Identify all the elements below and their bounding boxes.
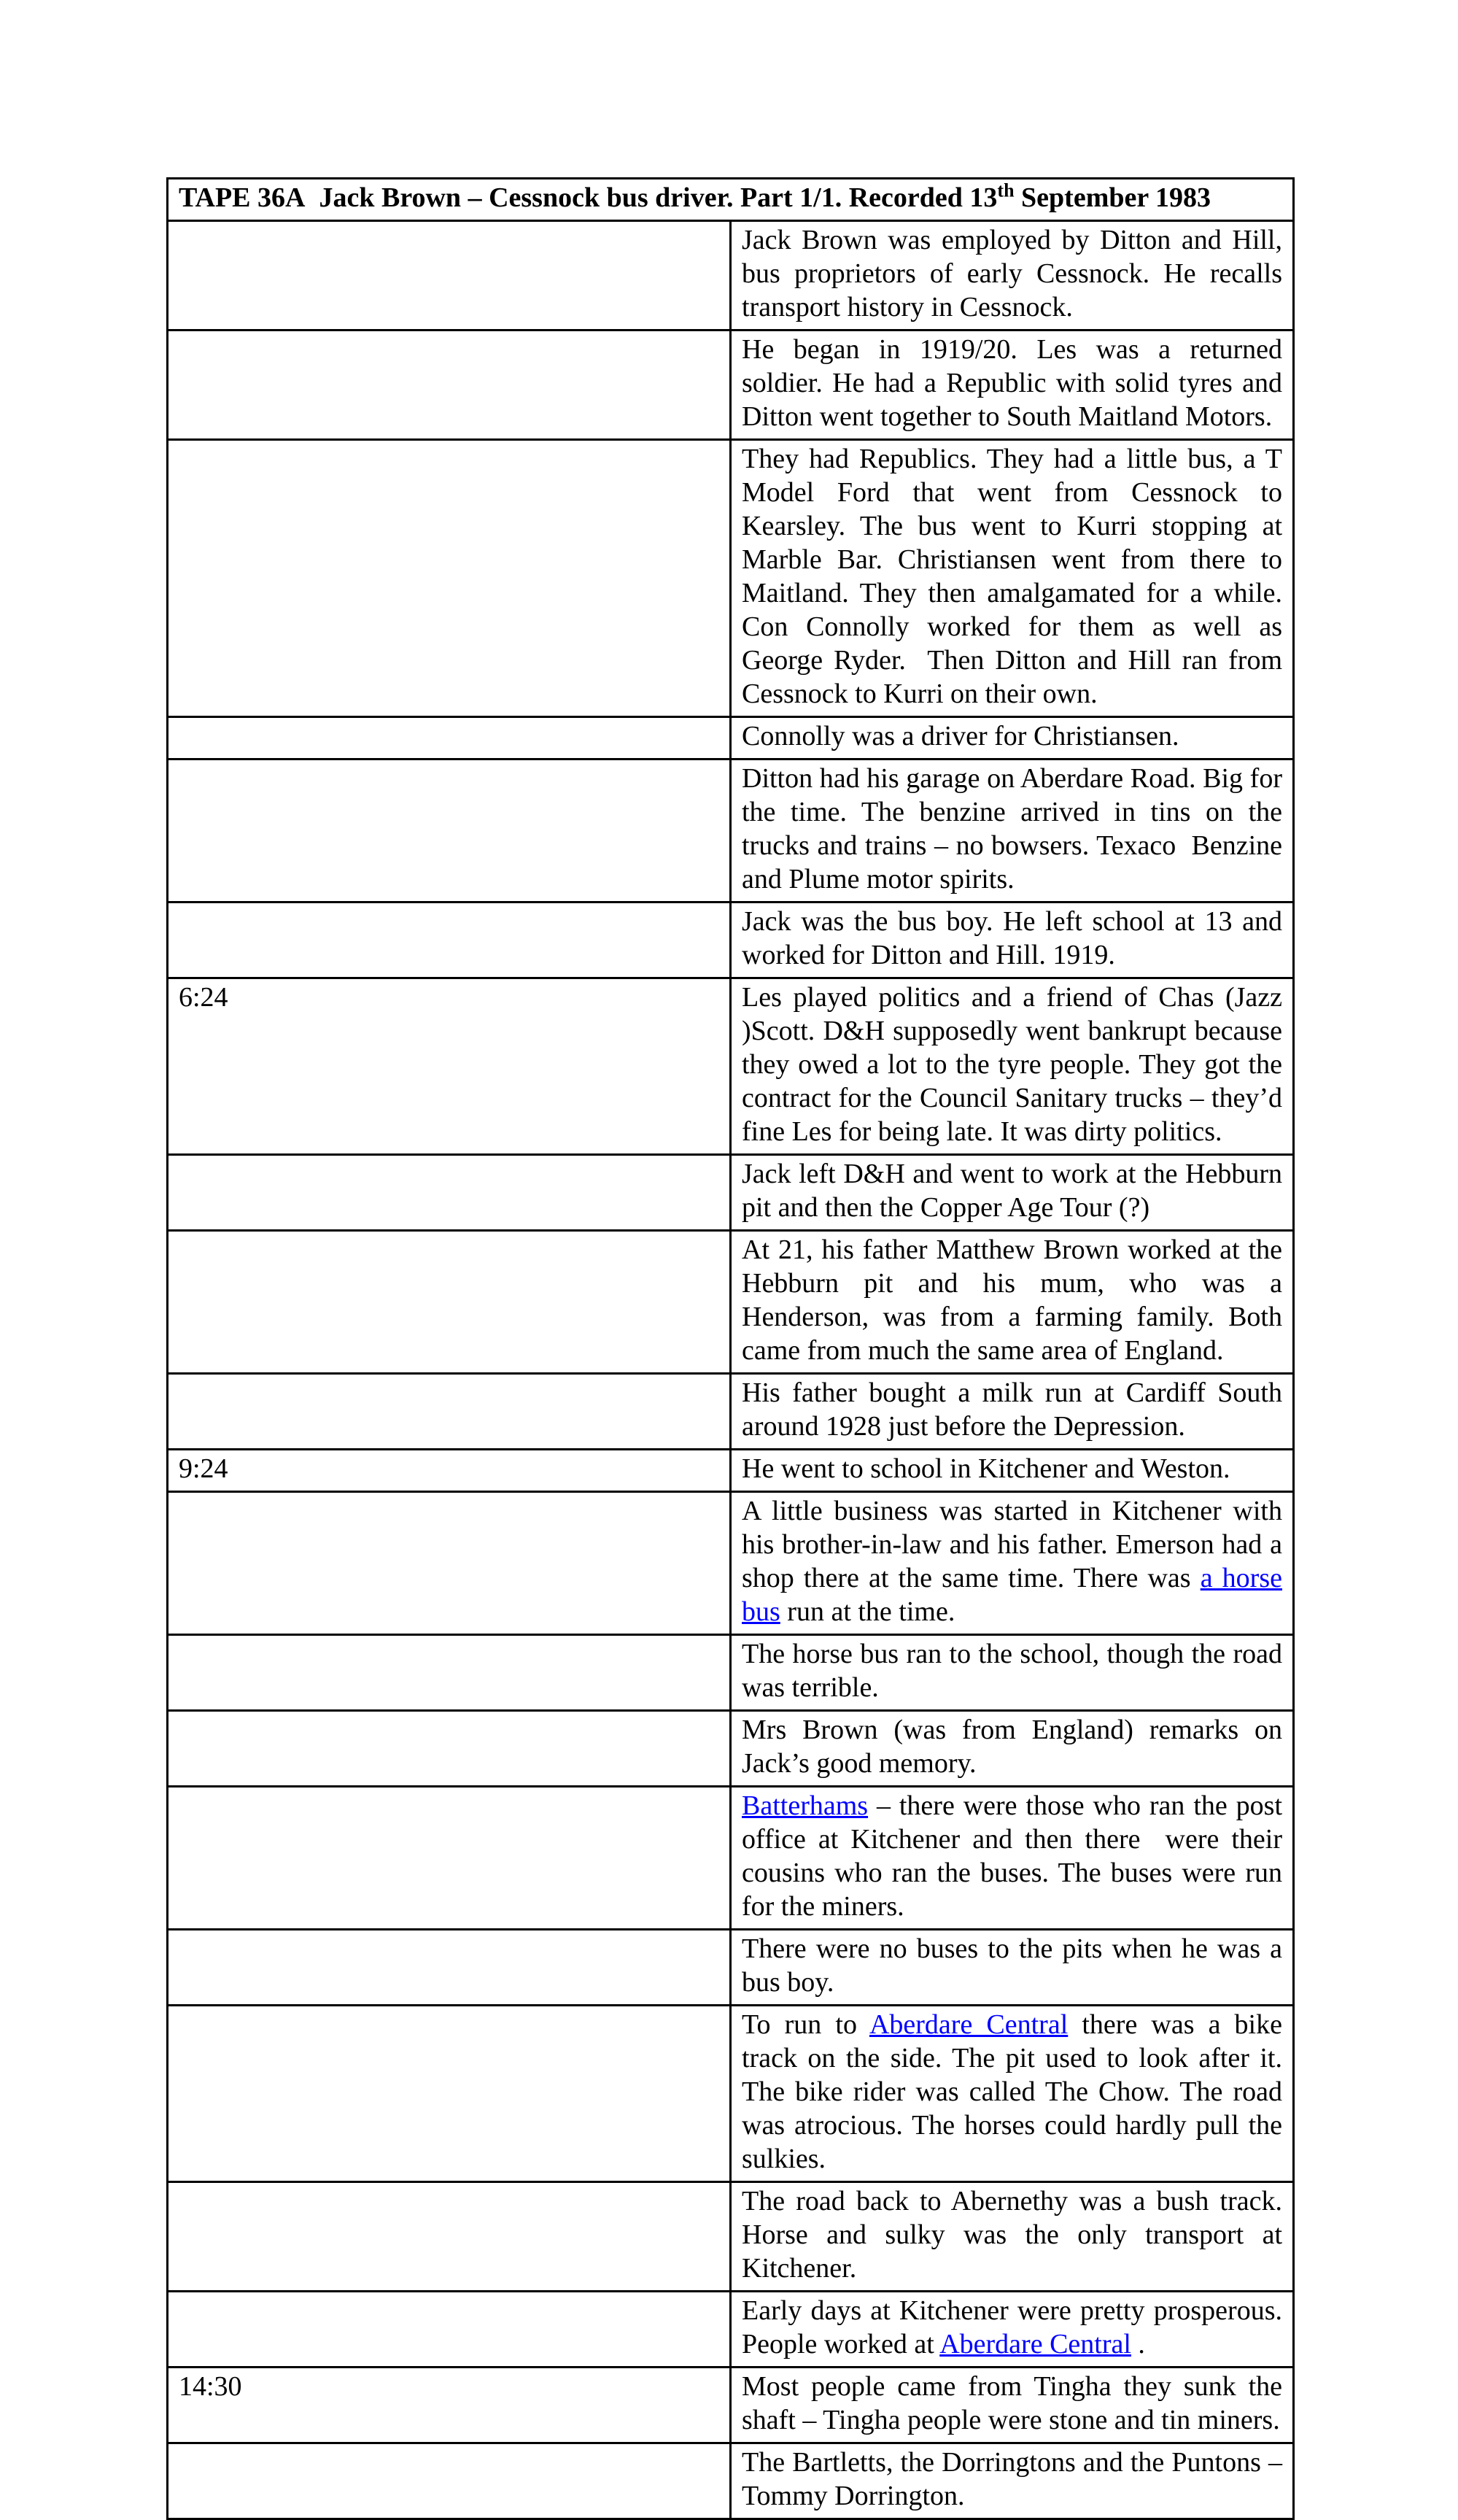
entry-text-segment: His father bought a milk run at Cardiff South around 1928 just before the Depression.: [742, 1377, 1282, 1442]
summary-cell: [731, 978, 1294, 1155]
entry-text-segment: Jack was the bus boy. He left school at 13 and worked for Ditton and Hill. 1919.: [742, 906, 1282, 970]
table-row: [168, 2182, 1294, 2292]
summary-text: [742, 1452, 1282, 1485]
summary-cell: [731, 1231, 1294, 1374]
table-row: [168, 1930, 1294, 2006]
timestamp-cell: [168, 1492, 731, 1635]
timestamp-cell: [168, 1155, 731, 1231]
summary-text: [742, 1376, 1282, 1443]
entry-text-segment: At 21, his father Matthew Brown worked at the Hebburn pit and his mum, who was a Henderson, was from a farming family. Both came from much the same area of England.: [742, 1234, 1282, 1366]
summary-text: [742, 981, 1282, 1148]
entry-text-segment: The road back to Abernethy was a bush track. Horse and sulky was the only transport at Kitchener.: [742, 2186, 1282, 2284]
summary-cell: [731, 331, 1294, 440]
summary-text: [742, 1932, 1282, 1999]
table-row: [168, 1450, 1294, 1492]
summary-cell: [731, 440, 1294, 717]
entry-text-segment: Les played politics and a friend of Chas (Jazz )Scott. D&H supposedly went bankrupt because they owed a lot to the tyre people. They got the contract for the Council Sanitary trucks – they’d fine Les for being late. It was dirty politics.: [742, 982, 1282, 1147]
summary-text: [742, 719, 1282, 753]
transcript-table: [166, 177, 1295, 2520]
table-row: [168, 2006, 1294, 2182]
timestamp-cell: [168, 1635, 731, 1711]
summary-text: [742, 1233, 1282, 1367]
summary-text: [742, 905, 1282, 972]
entry-text-segment: There were no buses to the pits when he was a bus boy.: [742, 1933, 1282, 1998]
summary-cell: [731, 2443, 1294, 2519]
summary-text: [742, 1494, 1282, 1628]
table-row: [168, 1711, 1294, 1787]
entry-text-segment: The Bartletts, the Dorringtons and the Puntons – Tommy Dorrington.: [742, 2447, 1282, 2511]
timestamp-cell: [168, 1374, 731, 1450]
table-row: [168, 978, 1294, 1155]
summary-cell: [731, 1711, 1294, 1787]
summary-text: [742, 223, 1282, 324]
entry-link[interactable]: Batterhams: [742, 1790, 869, 1821]
table-row: [168, 717, 1294, 760]
entry-text-segment: .: [1131, 2329, 1145, 2359]
entry-text-segment: run at the time.: [780, 1596, 955, 1627]
timestamp-cell: [168, 760, 731, 903]
table-title-ordinal-suffix: th: [997, 179, 1015, 201]
timestamp-cell: [168, 978, 731, 1155]
entry-text-segment: Early days at Kitchener were pretty prosperous. People worked at: [742, 2295, 1282, 2359]
entry-text-segment: Most people came from Tingha they sunk the shaft – Tingha people were stone and tin miners.: [742, 2371, 1282, 2435]
timestamp-cell: [168, 1450, 731, 1492]
table-row: [168, 1231, 1294, 1374]
timestamp-cell: [168, 2368, 731, 2443]
entry-text-segment: To run to: [742, 2009, 869, 2040]
timestamp-cell: [168, 2443, 731, 2519]
timestamp-text: 14:30: [179, 2371, 242, 2402]
summary-cell: [731, 1492, 1294, 1635]
table-title-cell: [168, 179, 1294, 221]
summary-cell: [731, 2006, 1294, 2182]
summary-cell: [731, 1155, 1294, 1231]
summary-cell: [731, 1450, 1294, 1492]
header-row: [168, 179, 1294, 221]
summary-text: [742, 1713, 1282, 1780]
timestamp-cell: [168, 2006, 731, 2182]
table-row: [168, 331, 1294, 440]
summary-cell: [731, 1635, 1294, 1711]
entry-link[interactable]: a horse bus: [742, 1563, 1282, 1627]
table-row: [168, 1635, 1294, 1711]
summary-text: [742, 1637, 1282, 1704]
entry-text-segment: He began in 1919/20. Les was a returned soldier. He had a Republic with solid tyres and Ditton went together to South Maitland Motors.: [742, 334, 1282, 432]
summary-cell: [731, 1374, 1294, 1450]
entry-text-segment: there was a bike track on the side. The pit used to look after it. The bike rider was called The Chow. The road was atrocious. The horses could hardly pull the sulkies.: [742, 2009, 1282, 2174]
timestamp-cell: [168, 1711, 731, 1787]
timestamp-text: 6:24: [179, 982, 228, 1013]
summary-cell: [731, 2292, 1294, 2368]
timestamp-text: 9:24: [179, 1453, 228, 1484]
timestamp-cell: [168, 221, 731, 331]
timestamp-cell: [168, 2182, 731, 2292]
table-title-date: September 1983: [1014, 182, 1211, 213]
summary-cell: [731, 903, 1294, 978]
table-row: [168, 440, 1294, 717]
summary-text: [742, 1157, 1282, 1224]
table-row: [168, 903, 1294, 978]
timestamp-cell: [168, 1930, 731, 2006]
table-row: [168, 221, 1294, 331]
summary-cell: [731, 760, 1294, 903]
summary-cell: [731, 1787, 1294, 1930]
entry-link[interactable]: Aberdare Central: [939, 2329, 1131, 2359]
summary-text: [742, 333, 1282, 433]
summary-text: [742, 2008, 1282, 2176]
entry-text-segment: Connolly was a driver for Christiansen.: [742, 721, 1179, 751]
timestamp-cell: [168, 1787, 731, 1930]
summary-text: [742, 1789, 1282, 1923]
summary-text: [742, 442, 1282, 711]
timestamp-cell: [168, 440, 731, 717]
timestamp-cell: [168, 903, 731, 978]
summary-text: [742, 2370, 1282, 2437]
entry-text-segment: Ditton had his garage on Aberdare Road. Big for the time. The benzine arrived in tins on the trucks and trains – no bowsers. Texaco Benzine and Plume motor spirits.: [742, 763, 1282, 894]
entry-text-segment: The horse bus ran to the school, though the road was terrible.: [742, 1639, 1282, 1703]
table-row: [168, 2443, 1294, 2519]
table-row: [168, 1492, 1294, 1635]
entry-text-segment: Jack left D&H and went to work at the Hebburn pit and then the Copper Age Tour (?): [742, 1159, 1282, 1223]
summary-cell: [731, 1930, 1294, 2006]
entry-text-segment: He went to school in Kitchener and Weston.: [742, 1453, 1230, 1484]
timestamp-cell: [168, 1231, 731, 1374]
table-row: [168, 760, 1294, 903]
entry-text-segment: – there were those who ran the post office at Kitchener and then there were their cousins who ran the buses. The buses were run for the miners.: [742, 1790, 1282, 1922]
entry-text-segment: A little business was started in Kitchener with his brother-in-law and his father. Emerson had a shop there at the same time. There was: [742, 1496, 1282, 1593]
table-row: [168, 1787, 1294, 1930]
timestamp-cell: [168, 2292, 731, 2368]
summary-text: [742, 2446, 1282, 2513]
table-title-text: TAPE 36A Jack Brown – Cessnock bus driver. Part 1/1. Recorded 13: [179, 182, 998, 213]
summary-text: [742, 762, 1282, 896]
table-row: [168, 2292, 1294, 2368]
timestamp-cell: [168, 331, 731, 440]
summary-cell: [731, 221, 1294, 331]
summary-cell: [731, 2368, 1294, 2443]
summary-text: [742, 2294, 1282, 2361]
entry-text-segment: They had Republics. They had a little bus, a T Model Ford that went from Cessnock to Kearsley. The bus went to Kurri stopping at Marble Bar. Christiansen went from there to Maitland. They then amalgamated for a while. Con Connolly worked for them as well as George Ryder. Then Ditton and Hill ran from Cessnock to Kurri on their own.: [742, 444, 1282, 709]
table-row: [168, 1155, 1294, 1231]
entry-text-segment: Jack Brown was employed by Ditton and Hill, bus proprietors of early Cessnock. He recalls transport history in Cessnock.: [742, 225, 1282, 322]
summary-cell: [731, 717, 1294, 760]
table-row: [168, 2368, 1294, 2443]
summary-text: [742, 2184, 1282, 2285]
table-row: [168, 1374, 1294, 1450]
entry-link[interactable]: Aberdare Central: [869, 2009, 1069, 2040]
entry-text-segment: Mrs Brown (was from England) remarks on Jack’s good memory.: [742, 1715, 1282, 1779]
summary-cell: [731, 2182, 1294, 2292]
timestamp-cell: [168, 717, 731, 760]
